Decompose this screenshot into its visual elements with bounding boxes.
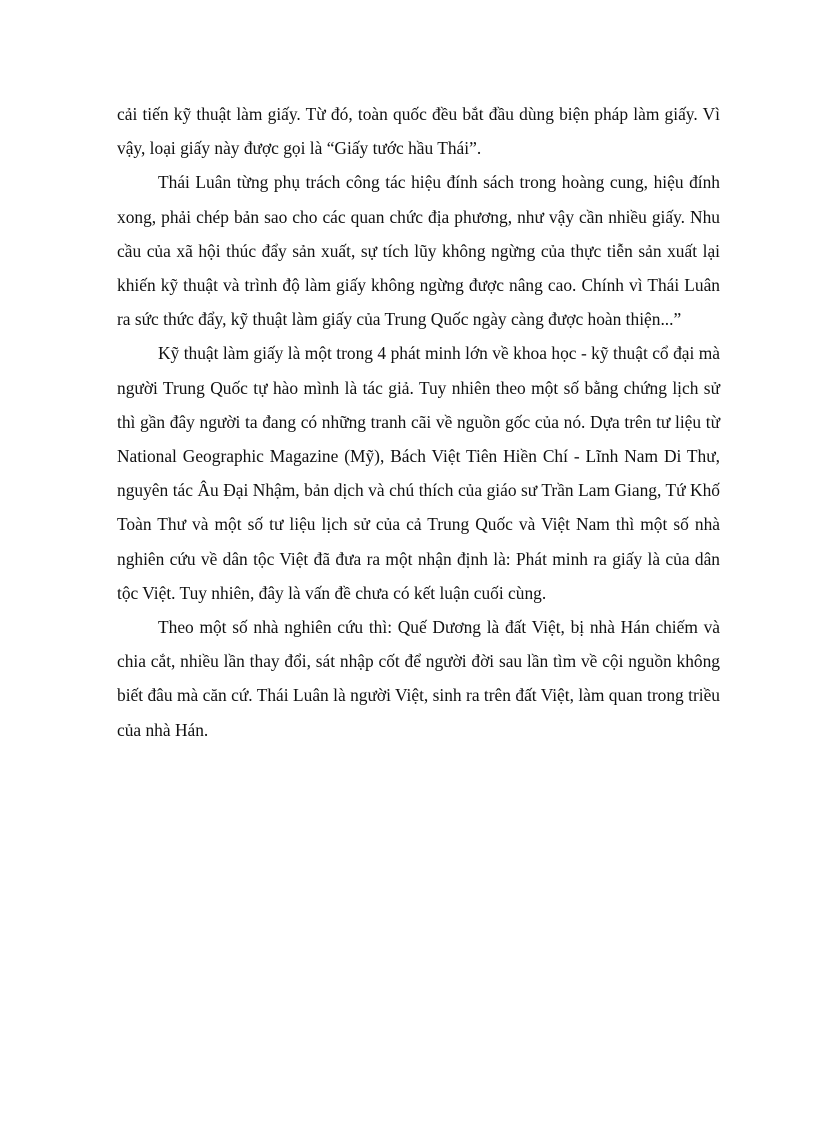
paragraph-papermaking-origins: Kỹ thuật làm giấy là một trong 4 phát minh lớn về khoa học - kỹ thuật cổ đại mà người Trung Quốc tự hào mình là tác giả. Tuy nhiên theo một số bằng chứng lịch sử thì gần đây người ta đang có những tranh cãi về nguồn gốc của nó. Dựa trên tư liệu từ National Geographic Magazine (Mỹ), Bách Việt Tiên Hiền Chí - Lĩnh Nam Di Thư, nguyên tác Âu Đại Nhậm, bản dịch và chú thích của giáo sư Trần Lam Giang, Tứ Khố Toàn Thư và một số tư liệu lịch sử của cả Trung Quốc và Việt Nam thì một số nhà nghiên cứu về dân tộc Việt đã đưa ra một nhận định là: Phát minh ra giấy là của dân tộc Việt. Tuy nhiên, đây là vấn đề chưa có kết luận cuối cùng. <box>117 343 720 603</box>
document-body <box>117 97 720 747</box>
paragraph-continuation: cải tiến kỹ thuật làm giấy. Từ đó, toàn quốc đều bắt đầu dùng biện pháp làm giấy. Vì vậy, loại giấy này được gọi là “Giấy tước hầu Thái”. <box>117 104 720 159</box>
paragraph-thai-luan-editing: Thái Luân từng phụ trách công tác hiệu đính sách trong hoàng cung, hiệu đính xong, phải chép bản sao cho các quan chức địa phương, như vậy cần nhiều giấy. Nhu cầu của xã hội thúc đẩy sản xuất, sự tích lũy không ngừng của thực tiễn sản xuất lại khiến kỹ thuật và trình độ làm giấy không ngừng được nâng cao. Chính vì Thái Luân ra sức thức đẩy, kỹ thuật làm giấy của Trung Quốc ngày càng được hoàn thiện...” <box>117 172 720 330</box>
paragraph-que-duong: Theo một số nhà nghiên cứu thì: Quế Dương là đất Việt, bị nhà Hán chiếm và chia cắt, nhiều lần thay đổi, sát nhập cốt để người đời sau lần tìm về cội nguồn không biết đâu mà căn cứ. Thái Luân là người Việt, sinh ra trên đất Việt, làm quan trong triều của nhà Hán. <box>117 617 720 740</box>
